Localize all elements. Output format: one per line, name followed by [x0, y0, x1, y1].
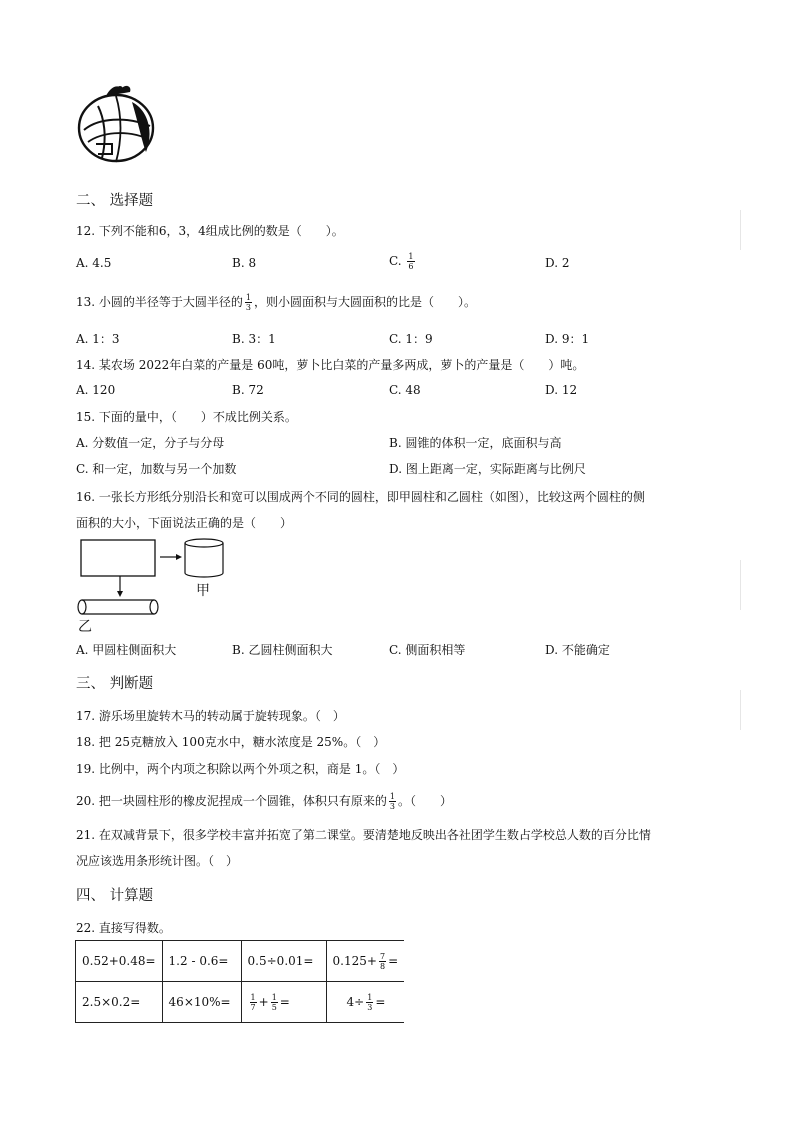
fraction: $\frac{1}{7}$ — [250, 992, 256, 1012]
q13-option-d: D. 9：1 — [545, 332, 590, 346]
calc-cell: 46×10%= — [162, 982, 241, 1023]
question-15: 15. 下面的量中，（ ）不成比例关系。 — [76, 410, 297, 424]
q13-option-b: B. 3：1 — [232, 332, 276, 346]
scan-mark — [740, 560, 741, 610]
calc-cell: $\frac{1}{7}$ + $\frac{1}{5}$ = — [241, 982, 326, 1023]
q15-option-c: C. 和一定，加数与另一个加数 — [76, 462, 237, 476]
calc-cell: 0.125+ $\frac{7}{8}$ = — [326, 941, 404, 982]
question-20: 20. 把一块圆柱形的橡皮泥捏成一个圆锥，体积只有原来的 $\frac{1}{3}$ 。（ ） — [76, 792, 453, 811]
scan-mark — [740, 210, 741, 250]
calc-cell: 4÷ $\frac{1}{3}$ = — [326, 982, 404, 1023]
fraction: $\frac{1}{5}$ — [271, 992, 277, 1012]
q14-option-d: D. 12 — [545, 383, 578, 397]
question-12: 12. 下列不能和6，3，4组成比例的数是（ ）。 — [76, 224, 344, 238]
question-16-line2: 面积的大小，下面说法正确的是（ ） — [76, 516, 293, 530]
fraction: $\frac{7}{8}$ — [379, 951, 386, 971]
question-14: 14. 某农场 2022年白菜的产量是 60吨，萝卜比白菜的产量多两成，萝卜的产量是（ ）吨。 — [76, 358, 585, 372]
fraction: $\frac{1}{6}$ — [408, 252, 414, 271]
calc-cell: 2.5×0.2= — [76, 982, 163, 1023]
table-row — [76, 941, 405, 982]
label-yi: 乙 — [78, 619, 92, 635]
fraction: $\frac{1}{3}$ — [389, 792, 395, 811]
table-row — [76, 982, 405, 1023]
question-16-line1: 16. 一张长方形纸分别沿长和宽可以围成两个不同的圆柱，即甲圆柱和乙圆柱（如图），比较这两个圆柱的侧 — [76, 490, 645, 504]
fraction: $\frac{1}{3}$ — [367, 992, 373, 1012]
calc-cell: 1.2 - 0.6= — [162, 941, 241, 982]
q12-option-d: D. 2 — [545, 256, 570, 270]
q16-option-a: A. 甲圆柱侧面积大 — [76, 643, 177, 657]
q14-option-c: C. 48 — [389, 383, 421, 397]
ball-illustration — [76, 82, 158, 166]
q13-option-a: A. 1：3 — [76, 332, 120, 346]
option-label: C. — [389, 254, 402, 268]
q15-option-a: A. 分数值一定，分子与分母 — [76, 436, 225, 450]
question-21-line2: 况应该选用条形统计图。（ ） — [76, 854, 239, 868]
q13-option-c: C. 1：9 — [389, 332, 433, 346]
fraction: $\frac{1}{3}$ — [245, 293, 251, 312]
question-19: 19. 比例中，两个内项之积除以两个外项之积，商是 1。（ ） — [76, 762, 405, 776]
question-13: 13. 小圆的半径等于大圆半径的 $\frac{1}{3}$ ，则小圆面积与大圆面积的比是（ ）。 — [76, 293, 477, 312]
q16-option-d: D. 不能确定 — [545, 643, 610, 657]
question-18: 18. 把 25克糖放入 100克水中，糖水浓度是 25%。（ ） — [76, 735, 386, 749]
cylinder-diagram — [76, 535, 236, 635]
question-17: 17. 游乐场里旋转木马的转动属于旋转现象。（ ） — [76, 709, 345, 723]
section-judge-title: 三、 判断题 — [76, 676, 154, 692]
q12-option-a: A. 4.5 — [76, 256, 112, 270]
calc-cell: 0.52+0.48= — [76, 941, 163, 982]
q15-option-b: B. 圆锥的体积一定，底面积与高 — [389, 436, 562, 450]
label-jia: 甲 — [196, 583, 210, 599]
section-calc-title: 四、 计算题 — [76, 888, 154, 904]
q14-option-a: A. 120 — [76, 383, 116, 397]
question-21-line1: 21. 在双减背景下，很多学校丰富并拓宽了第二课堂。要清楚地反映出各社团学生数占学校总人数的百分比情 — [76, 828, 651, 842]
calc-cell: 0.5÷0.01= — [241, 941, 326, 982]
q16-option-b: B. 乙圆柱侧面积大 — [232, 643, 333, 657]
q12-option-c — [389, 252, 417, 271]
q14-option-b: B. 72 — [232, 383, 264, 397]
section-choice-title: 二、 选择题 — [76, 193, 154, 209]
calc-table — [75, 940, 404, 1023]
q16-option-c: C. 侧面积相等 — [389, 643, 466, 657]
scan-mark — [740, 690, 741, 730]
q15-option-d: D. 图上距离一定，实际距离与比例尺 — [389, 462, 586, 476]
paper-rectangle — [81, 540, 155, 576]
question-22: 22. 直接写得数。 — [76, 921, 171, 935]
q12-option-b: B. 8 — [232, 256, 257, 270]
